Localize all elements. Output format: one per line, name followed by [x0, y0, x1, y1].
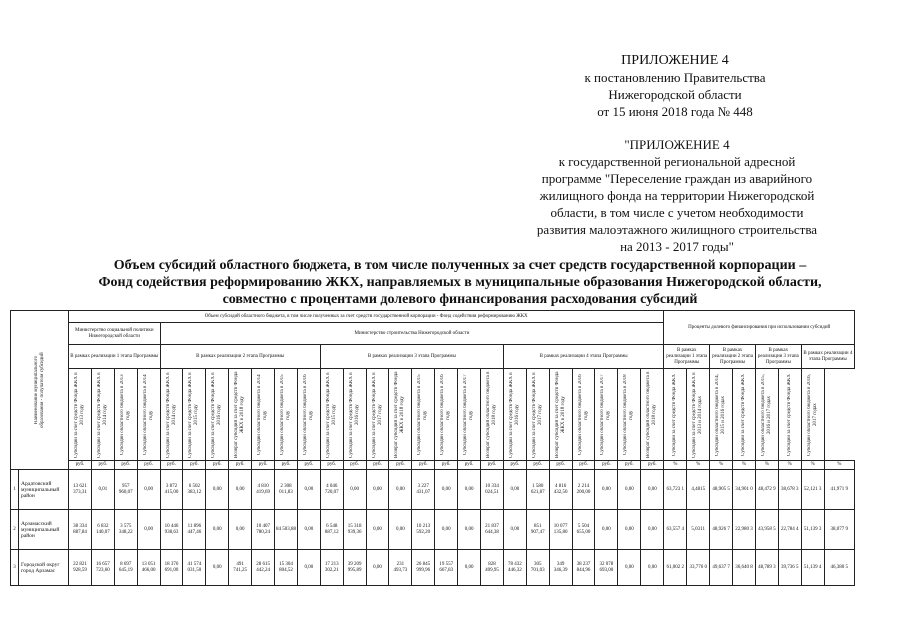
- table-cell: 17 213 302,21: [320, 550, 343, 586]
- table-cell: 0,00: [618, 510, 641, 550]
- column-header-text: Субсидии областного бюджета в 2016 году: [577, 374, 589, 455]
- column-header-text: Субсидии за счет средств Фонда ЖКХ: [672, 373, 678, 456]
- unit-row: [11, 461, 855, 470]
- table-cell: 1 580 621,87: [526, 470, 549, 510]
- table-cell: 39,736 5: [778, 550, 801, 586]
- volume-header: Объем субсидий областного бюджета, в том числе полученных за счет средств государственной корпорации - Фонд содействия реформированию ЖКХ: [69, 311, 664, 323]
- table-cell: 38,077 9: [824, 510, 854, 550]
- column-header-text: Субсидии за счет средств Фонда ЖКХ в 2017 году: [371, 371, 383, 458]
- column-header-text: Субсидии за счет средств Фонда ЖКХ в 2017 году: [531, 371, 543, 458]
- municipality-header-text: Наименование муниципального образования - получателя субсидий: [33, 352, 45, 428]
- column-header: [710, 369, 733, 461]
- column-header: [641, 369, 664, 461]
- appendix-line: к государственной региональной адресной: [558, 154, 796, 169]
- unit-cell: руб.: [320, 461, 343, 470]
- table-cell: 26 845 999,96: [412, 550, 435, 586]
- column-header: [733, 369, 756, 461]
- table-cell: 48,472 9: [755, 470, 778, 510]
- column-header-text: Субсидии областного бюджета в 2013 году: [119, 374, 131, 455]
- table-cell: 0,00: [229, 470, 252, 510]
- column-header-text: Субсидии за счет средств Фонда ЖКХ в 2015 году: [188, 371, 200, 458]
- table-cell: 84 503,88: [275, 510, 298, 550]
- appendix-line: программе "Переселение граждан из аварийного: [541, 171, 813, 186]
- table-cell: 0,00: [458, 510, 481, 550]
- column-header: [549, 369, 572, 461]
- table-cell: 32 078 693,00: [595, 550, 618, 586]
- appendix-line: развития малоэтажного жилищного строительства: [536, 222, 818, 237]
- row-number: 3: [11, 550, 19, 586]
- table-cell: 22 821 928,59: [69, 550, 92, 586]
- table-cell: 15 318 939,36: [343, 510, 366, 550]
- column-header: [755, 369, 778, 461]
- appendix-title: "ПРИЛОЖЕНИЕ 4: [624, 137, 730, 152]
- column-header-text: Субсидии за счет средств Фонда ЖКХ в 2013 и 2014 годах: [692, 371, 704, 458]
- table-cell: 3 227 431,07: [412, 470, 435, 510]
- table-cell: 6 832 140,07: [91, 510, 114, 550]
- table-cell: 349 346,39: [549, 550, 572, 586]
- table-cell: 0,00: [297, 510, 320, 550]
- column-header: [137, 369, 160, 461]
- municipality-name: Арзамасский муниципальный район: [19, 510, 69, 550]
- table-cell: 61,002 2: [664, 550, 687, 586]
- unit-cell: руб.: [137, 461, 160, 470]
- municipality-header: [11, 311, 69, 470]
- unit-cell: руб.: [229, 461, 252, 470]
- table-cell: 0,00: [206, 470, 229, 510]
- pct-stage4-header: В рамках реализации 4 этапа Программы: [801, 345, 854, 369]
- column-header-text: Субсидии областного бюджета в 2017 году: [600, 374, 612, 455]
- column-header-text: Возврат субсидий за счет средств Фонда ЖКХ в 2018 году: [394, 371, 406, 458]
- unit-cell: руб.: [91, 461, 114, 470]
- document-title: [60, 257, 860, 308]
- table-cell: 0,00: [458, 470, 481, 510]
- column-header-text: Возврат субсидий за счет средств Фонда ЖКХ в 2018 году: [554, 371, 566, 458]
- table-cell: 0,00: [618, 470, 641, 510]
- unit-cell: руб.: [458, 461, 481, 470]
- column-header: [481, 369, 504, 461]
- stage1-header: В рамках реализации 1 этапа Программы: [69, 345, 161, 369]
- column-header: [297, 369, 320, 461]
- table-cell: 2 214 200,00: [572, 470, 595, 510]
- column-header-text: Субсидии за счет средств Фонда ЖКХ в 2013 году: [73, 371, 85, 458]
- column-header: [229, 369, 252, 461]
- table-cell: 5,0311: [687, 510, 710, 550]
- unit-cell: руб.: [481, 461, 504, 470]
- table-cell: 10 077 135,80: [549, 510, 572, 550]
- column-header: [366, 369, 389, 461]
- appendix-title: ПРИЛОЖЕНИЕ 4: [621, 53, 729, 68]
- column-header: [183, 369, 206, 461]
- column-header-text: Субсидии за счет средств Фонда ЖКХ в 2014 году: [165, 371, 177, 458]
- column-header: [275, 369, 298, 461]
- unit-cell: руб.: [572, 461, 595, 470]
- table-cell: 0,00: [618, 550, 641, 586]
- column-header: [320, 369, 343, 461]
- appendix-block-1: [525, 52, 825, 120]
- table-cell: 0,00: [458, 550, 481, 586]
- column-header-text: Субсидии областного бюджета в 2015, 2016 и 2017 годах: [760, 373, 772, 456]
- unit-cell: руб.: [412, 461, 435, 470]
- unit-cell: руб.: [389, 461, 412, 470]
- column-header: [801, 369, 824, 461]
- table-cell: 3 575 348,22: [114, 510, 137, 550]
- unit-cell: руб.: [252, 461, 275, 470]
- table-cell: 52,121 3: [801, 470, 824, 510]
- unit-cell: руб.: [618, 461, 641, 470]
- column-header: [206, 369, 229, 461]
- column-header: [252, 369, 275, 461]
- table-cell: 48,905 5: [710, 470, 733, 510]
- column-header-text: Субсидии за счет средств Фонда ЖКХ в 2016 году: [348, 371, 360, 458]
- appendix-line: Нижегородской области: [608, 87, 742, 102]
- column-header: [503, 369, 526, 461]
- column-header: [458, 369, 481, 461]
- column-header: [412, 369, 435, 461]
- table-cell: 63,557 4: [664, 510, 687, 550]
- table-cell: 36,640 8: [733, 550, 756, 586]
- table-cell: 305 701,03: [526, 550, 549, 586]
- unit-cell: руб.: [343, 461, 366, 470]
- table-cell: 5 504 655,00: [572, 510, 595, 550]
- table-cell: 63,723 1: [664, 470, 687, 510]
- table-cell: 13 051 466,00: [137, 550, 160, 586]
- table-cell: 0,00: [343, 470, 366, 510]
- unit-cell: руб.: [206, 461, 229, 470]
- appendix-block-2: [507, 136, 847, 255]
- table-cell: 38,678 3: [778, 470, 801, 510]
- table-cell: 231 493,73: [389, 550, 412, 586]
- unit-cell: руб.: [526, 461, 549, 470]
- stage4-header: В рамках реализации 4 этапа Программы: [503, 345, 663, 369]
- table-cell: 10 334 024,51: [481, 470, 504, 510]
- table-cell: 2 308 011,83: [275, 470, 298, 510]
- table-cell: 22,980 3: [733, 510, 756, 550]
- column-header: [778, 369, 801, 461]
- table-cell: 33,776 0: [687, 550, 710, 586]
- column-header-text: Субсидии областного бюджета в 2016 году: [302, 374, 314, 455]
- unit-cell: %: [664, 461, 687, 470]
- unit-cell: %: [733, 461, 756, 470]
- table-cell: 0,00: [595, 470, 618, 510]
- unit-cell: руб.: [641, 461, 664, 470]
- table-cell: 41,971 9: [824, 470, 854, 510]
- table-cell: 38 237 844,96: [572, 550, 595, 586]
- table-cell: 4 816 432,50: [549, 470, 572, 510]
- table-cell: 11 896 447,46: [183, 510, 206, 550]
- table-cell: 0,00: [503, 510, 526, 550]
- column-header-text: Субсидии за счет средств Фонда ЖКХ в 2015 году: [325, 371, 337, 458]
- unit-cell: руб.: [69, 461, 92, 470]
- column-header-text: Субсидии областного бюджета в 2016, 2017 годах: [806, 373, 818, 456]
- table-cell: 48,789 3: [755, 550, 778, 586]
- table-cell: 0,01: [91, 470, 114, 510]
- column-header-text: Субсидии областного бюджета в 2017 году: [463, 374, 475, 455]
- percent-header: Проценты долевого финансирования при использовании субсидий: [664, 311, 855, 345]
- column-header-text: Субсидии за счет средств Фонда ЖКХ в 2014 году: [96, 371, 108, 458]
- table-cell: 6 502 383,12: [183, 470, 206, 510]
- unit-cell: руб.: [595, 461, 618, 470]
- table-cell: 51,139 4: [801, 550, 824, 586]
- column-header-text: Субсидии за счет средств Фонда ЖКХ в 2016 году: [508, 371, 520, 458]
- table-cell: 4 046 720,07: [320, 470, 343, 510]
- column-header: [343, 369, 366, 461]
- column-header: [69, 369, 92, 461]
- unit-cell: %: [755, 461, 778, 470]
- table-cell: 4 810 419,69: [252, 470, 275, 510]
- unit-cell: руб.: [297, 461, 320, 470]
- unit-cell: руб.: [160, 461, 183, 470]
- stage2-header: В рамках реализации 2 этапа Программы: [160, 345, 320, 369]
- column-header-text: Возврат субсидий областного бюджета в 2018 году: [646, 371, 658, 458]
- table-cell: 15 304 804,52: [275, 550, 298, 586]
- unit-cell: руб.: [366, 461, 389, 470]
- column-header-text: Субсидии областного бюджета в 2018 году: [623, 374, 635, 455]
- table-cell: 851 907,47: [526, 510, 549, 550]
- table-cell: 46,380 5: [824, 550, 854, 586]
- table-cell: 38 334 887,84: [69, 510, 92, 550]
- table-cell: 16 657 723,60: [91, 550, 114, 586]
- unit-cell: %: [824, 461, 854, 470]
- pct-stage3-header: В рамках реализации 3 этапа Программы: [755, 345, 801, 369]
- table-cell: 957 960,07: [114, 470, 137, 510]
- column-header: [664, 369, 687, 461]
- column-header: [572, 369, 595, 461]
- unit-cell: %: [778, 461, 801, 470]
- unit-cell: руб.: [503, 461, 526, 470]
- table-cell: 10 213 592,20: [412, 510, 435, 550]
- table-row: [11, 550, 855, 586]
- table-cell: 41 574 031,50: [183, 550, 206, 586]
- table-cell: 19 557 667,83: [435, 550, 458, 586]
- unit-cell: %: [687, 461, 710, 470]
- column-header-text: Субсидии областного бюджета в 2016 году: [440, 374, 452, 455]
- unit-cell: %: [710, 461, 733, 470]
- table-cell: 0,00: [595, 510, 618, 550]
- table-cell: 0,00: [366, 470, 389, 510]
- unit-cell: руб.: [114, 461, 137, 470]
- table-cell: 0,00: [366, 550, 389, 586]
- column-header-text: Субсидии областного бюджета в 2014 году: [257, 374, 269, 455]
- table-cell: 0,00: [435, 510, 458, 550]
- table-cell: 6 548 887,12: [320, 510, 343, 550]
- table-cell: 22,784 4: [778, 510, 801, 550]
- title-line: Объем субсидий областного бюджета, в том числе полученных за счет средств государственной корпорации –: [113, 258, 807, 273]
- table-cell: 4,4815: [687, 470, 710, 510]
- table-cell: 78 432 446,32: [503, 550, 526, 586]
- table-cell: 39 209 995,89: [343, 550, 366, 586]
- table-cell: 49,637 7: [710, 550, 733, 586]
- table-cell: 13 621 373,31: [69, 470, 92, 510]
- table-cell: 51,139 3: [801, 510, 824, 550]
- table-cell: 10 446 938,63: [160, 510, 183, 550]
- ministry-build-header: Министерство строительства Нижегородской области: [160, 323, 664, 345]
- column-header: [114, 369, 137, 461]
- column-header: [526, 369, 549, 461]
- column-header-text: Субсидии за счет средств Фонда ЖКХ: [786, 373, 792, 456]
- column-header: [595, 369, 618, 461]
- pct-stage1-header: В рамках реализации 1 этапа Программы: [664, 345, 710, 369]
- unit-cell: %: [801, 461, 824, 470]
- table-cell: 10 407 780,24: [252, 510, 275, 550]
- column-header: [91, 369, 114, 461]
- appendix-line: жилищного фонда на территории Нижегородской: [539, 188, 815, 203]
- column-header-text: Возврат субсидий за счет средств Фонда ЖКХ в 2018 году: [234, 371, 246, 458]
- appendix-line: на 2013 - 2017 годы": [620, 239, 734, 254]
- row-number: 2: [11, 510, 19, 550]
- column-header-text: Субсидии за счет средств Фонда ЖКХ: [740, 373, 746, 456]
- column-header-text: Субсидии областного бюджета в 2015 году: [279, 374, 291, 455]
- row-number: 1: [11, 470, 19, 510]
- column-header: [160, 369, 183, 461]
- table-cell: 0,00: [297, 550, 320, 586]
- column-header: [618, 369, 641, 461]
- unit-cell: руб.: [183, 461, 206, 470]
- table-cell: 0,00: [206, 550, 229, 586]
- table-cell: 0,00: [137, 470, 160, 510]
- table-cell: 0,00: [206, 510, 229, 550]
- table-cell: 0,00: [641, 470, 664, 510]
- table-cell: 43,958 5: [755, 510, 778, 550]
- column-header: [435, 369, 458, 461]
- table-cell: 48,926 7: [710, 510, 733, 550]
- municipality-name: Ардатовский муниципальный район: [19, 470, 69, 510]
- appendix-line: области, в том числе с учетом необходимости: [550, 205, 804, 220]
- table-cell: 0,00: [389, 470, 412, 510]
- column-header-text: Субсидии областного бюджета в 2014, 2015 и 2016 годах: [715, 373, 727, 456]
- table-cell: 21 837 644,38: [481, 510, 504, 550]
- column-header: [389, 369, 412, 461]
- municipality-name: Городской округ город Арзамас: [19, 550, 69, 586]
- table-cell: 0,00: [389, 510, 412, 550]
- table-cell: 828 409,95: [481, 550, 504, 586]
- table-cell: 0,00: [435, 470, 458, 510]
- appendix-line: от 15 июня 2018 года № 448: [597, 104, 753, 119]
- subheader-row: [11, 369, 855, 461]
- title-line: совместно с процентами долевого финансирования расходования субсидий: [222, 292, 698, 307]
- table-cell: 0,00: [366, 510, 389, 550]
- column-header-text: Субсидии областного бюджета в 2014 году: [142, 374, 154, 455]
- column-header-text: Субсидии областного бюджета в 2015 году: [417, 374, 429, 455]
- appendix-line: к постановлению Правительства: [584, 70, 766, 85]
- subsidy-table: [10, 310, 855, 586]
- ministry-social-header: Министерство социальной политики Нижегородской области: [69, 323, 161, 345]
- unit-cell: руб.: [275, 461, 298, 470]
- table-cell: 0,00: [297, 470, 320, 510]
- column-header: [687, 369, 710, 461]
- table-cell: 8 697 645,19: [114, 550, 137, 586]
- table-row: [11, 470, 855, 510]
- pct-stage2-header: В рамках реализации 2 этапа Программы: [710, 345, 756, 369]
- table-cell: 3 872 415,00: [160, 470, 183, 510]
- table-cell: 28 615 442,24: [252, 550, 275, 586]
- table-cell: 18 376 691,00: [160, 550, 183, 586]
- table-cell: 0,00: [137, 510, 160, 550]
- stage3-header: В рамках реализации 3 этапа Программы: [320, 345, 503, 369]
- table-cell: 0,00: [229, 510, 252, 550]
- table-cell: 0,00: [641, 550, 664, 586]
- unit-cell: руб.: [435, 461, 458, 470]
- table-cell: 0,00: [503, 470, 526, 510]
- title-line: Фонд содействия реформированию ЖКХ, направляемых в муниципальные образования Нижегородской области,: [98, 275, 822, 290]
- column-header-text: Возврат субсидий областного бюджета в 2018 году: [485, 371, 497, 458]
- column-header-text: Субсидии за счет средств Фонда ЖКХ в 2016 году: [211, 371, 223, 458]
- table-cell: 34,901 0: [733, 470, 756, 510]
- table-cell: 0,00: [641, 510, 664, 550]
- table-row: [11, 510, 855, 550]
- table-cell: 491 741,25: [229, 550, 252, 586]
- unit-cell: руб.: [549, 461, 572, 470]
